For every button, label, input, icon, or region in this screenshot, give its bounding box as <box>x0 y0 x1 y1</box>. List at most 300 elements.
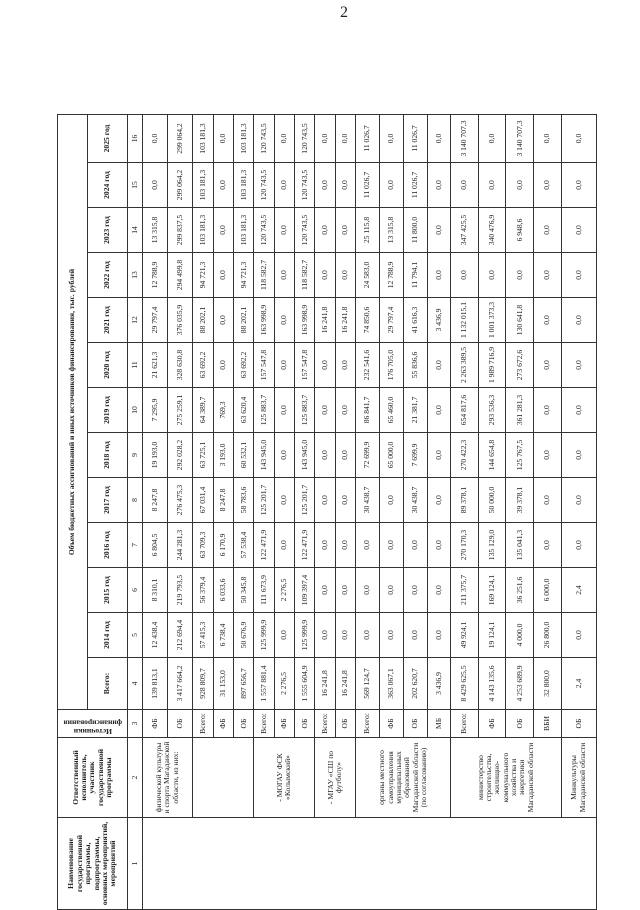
value-cell: 0,0 <box>533 163 561 208</box>
value-cell: 11 026,7 <box>356 115 380 163</box>
value-cell: 60 532,1 <box>234 433 254 478</box>
value-cell: 0,0 <box>427 568 451 613</box>
value-cell: 244 281,3 <box>168 523 193 568</box>
responsible-cell: органы местного самоуправления муниципальных образований Магаданской области (по согласованию) <box>356 738 451 818</box>
value-cell: 0,0 <box>533 343 561 388</box>
value-cell: 157 547,8 <box>295 343 315 388</box>
value-cell: 0,0 <box>379 115 403 163</box>
value-cell: 139 813,1 <box>143 658 168 710</box>
header-group: Объем бюджетных ассигнований и иных источников финансирования, тыс. рублей <box>58 115 88 710</box>
value-cell: 340 476,9 <box>478 208 506 253</box>
value-cell: 0,0 <box>561 523 596 568</box>
value-cell: 64 389,7 <box>193 388 213 433</box>
value-cell: 0,0 <box>561 478 596 523</box>
value-cell: 63 692,2 <box>193 343 213 388</box>
source-cell: МБ <box>427 710 451 738</box>
value-cell: 3 193,0 <box>213 433 233 478</box>
value-cell: 2,4 <box>561 658 596 710</box>
value-cell: 0,0 <box>335 388 355 433</box>
value-cell: 125 883,7 <box>295 388 315 433</box>
source-cell: ФБ <box>143 710 168 738</box>
value-cell: 19 124,1 <box>478 613 506 658</box>
column-number: 13 <box>128 253 143 298</box>
value-cell: 3 436,9 <box>427 298 451 343</box>
value-cell: 41 616,3 <box>403 298 427 343</box>
page-number: 2 <box>340 4 348 21</box>
value-cell: 72 699,9 <box>356 433 380 478</box>
value-cell: 0,0 <box>143 163 168 208</box>
responsible-cell: физической культуры и спорта Магаданской области, из них: <box>143 738 193 818</box>
value-cell: 2 263 389,5 <box>451 343 479 388</box>
value-cell: 143 945,0 <box>295 433 315 478</box>
value-cell: 0,0 <box>315 568 335 613</box>
value-cell: 0,0 <box>315 523 335 568</box>
value-cell: 219 793,5 <box>168 568 193 613</box>
value-cell: 19 193,0 <box>143 433 168 478</box>
value-cell: 7 295,9 <box>143 388 168 433</box>
value-cell: 0,0 <box>561 343 596 388</box>
value-cell: 74 850,6 <box>356 298 380 343</box>
column-number: 12 <box>128 298 143 343</box>
value-cell: 39 378,1 <box>506 478 534 523</box>
header-year: 2023 год <box>88 208 128 253</box>
value-cell: 0,0 <box>379 163 403 208</box>
value-cell: 0,0 <box>561 253 596 298</box>
value-cell: 89 378,1 <box>451 478 479 523</box>
value-cell: 3 436,9 <box>427 658 451 710</box>
value-cell: 6 948,6 <box>506 208 534 253</box>
header-year: 2015 год <box>88 568 128 613</box>
value-cell: 103 181,3 <box>193 163 213 208</box>
value-cell: 0,0 <box>213 298 233 343</box>
header-name: Наименование государственной программы, подпрограммы, основных мероприятий, мероприятий <box>58 818 128 910</box>
value-cell: 232 541,6 <box>356 343 380 388</box>
value-cell: 0,0 <box>335 115 355 163</box>
value-cell: 144 654,8 <box>478 433 506 478</box>
value-cell: 0,0 <box>533 115 561 163</box>
value-cell: 103 181,3 <box>234 208 254 253</box>
header-year: 2017 год <box>88 478 128 523</box>
value-cell: 0,0 <box>451 163 479 208</box>
header-year: 2025 год <box>88 115 128 163</box>
header-year: 2016 год <box>88 523 128 568</box>
value-cell: 103 181,3 <box>193 115 213 163</box>
value-cell: 30 438,7 <box>356 478 380 523</box>
value-cell: 0,0 <box>561 388 596 433</box>
column-number: 14 <box>128 208 143 253</box>
value-cell: 7 699,9 <box>403 433 427 478</box>
value-cell: 0,0 <box>335 523 355 568</box>
source-cell: Всего: <box>356 710 380 738</box>
value-cell: 6 033,6 <box>213 568 233 613</box>
value-cell: 135 041,3 <box>506 523 534 568</box>
value-cell: 275 259,1 <box>168 388 193 433</box>
value-cell: 169 124,1 <box>478 568 506 613</box>
header-year: 2021 год <box>88 298 128 343</box>
responsible-cell: Минкультуры Магаданской области <box>561 738 596 818</box>
value-cell: 0,0 <box>403 613 427 658</box>
value-cell: 120 743,5 <box>295 115 315 163</box>
value-cell: 103 181,3 <box>234 163 254 208</box>
header-responsible: Ответственный исполнитель, участник государственной программы <box>58 738 128 818</box>
value-cell: 0,0 <box>533 388 561 433</box>
column-number: 8 <box>128 478 143 523</box>
value-cell: 88 202,1 <box>234 298 254 343</box>
value-cell: 1 557 881,4 <box>254 658 274 710</box>
name-cell <box>143 818 597 910</box>
value-cell: 25 115,8 <box>356 208 380 253</box>
value-cell: 0,0 <box>533 253 561 298</box>
value-cell: 11 026,7 <box>403 115 427 163</box>
responsible-cell: министерство строительства, жилищно-коммунального хозяйства и энергетики Магаданской области <box>451 738 561 818</box>
value-cell: 0,0 <box>561 613 596 658</box>
financing-table <box>57 114 597 910</box>
value-cell: 0,0 <box>427 253 451 298</box>
value-cell: 0,0 <box>213 208 233 253</box>
value-cell: 0,0 <box>335 208 355 253</box>
value-cell: 0,0 <box>561 115 596 163</box>
value-cell: 118 582,7 <box>254 253 274 298</box>
value-cell: 569 124,7 <box>356 658 380 710</box>
value-cell: 86 841,7 <box>356 388 380 433</box>
value-cell: 0,0 <box>315 613 335 658</box>
value-cell: 3 140 707,3 <box>506 115 534 163</box>
value-cell: 0,0 <box>427 388 451 433</box>
table-row <box>193 115 213 910</box>
value-cell: 0,0 <box>478 115 506 163</box>
value-cell: 363 067,1 <box>379 658 403 710</box>
value-cell: 29 797,4 <box>379 298 403 343</box>
value-cell: 30 438,7 <box>403 478 427 523</box>
column-number: 9 <box>128 433 143 478</box>
value-cell: 13 315,8 <box>143 208 168 253</box>
source-cell: ОБ <box>506 710 534 738</box>
value-cell: 0,0 <box>335 568 355 613</box>
value-cell: 16 241,8 <box>335 298 355 343</box>
value-cell: 0,0 <box>356 613 380 658</box>
value-cell: 212 694,4 <box>168 613 193 658</box>
header-year: 2018 год <box>88 433 128 478</box>
value-cell: 21 381,7 <box>403 388 427 433</box>
value-cell: 654 817,6 <box>451 388 479 433</box>
value-cell: 0,0 <box>427 115 451 163</box>
column-number: 6 <box>128 568 143 613</box>
value-cell: 135 129,0 <box>478 523 506 568</box>
value-cell: 13 315,8 <box>379 208 403 253</box>
value-cell: 143 945,0 <box>254 433 274 478</box>
header-year: 2014 год <box>88 613 128 658</box>
value-cell: 273 672,6 <box>506 343 534 388</box>
value-cell: 0,0 <box>143 115 168 163</box>
source-cell: ОБ <box>295 710 315 738</box>
value-cell: 63 725,1 <box>193 433 213 478</box>
value-cell: 21 621,3 <box>143 343 168 388</box>
value-cell: 0,0 <box>274 478 294 523</box>
value-cell: 0,0 <box>274 613 294 658</box>
value-cell: 49 924,1 <box>451 613 479 658</box>
value-cell: 270 422,3 <box>451 433 479 478</box>
value-cell: 4 143 135,6 <box>478 658 506 710</box>
value-cell: 3 140 707,3 <box>451 115 479 163</box>
value-cell: 120 743,5 <box>295 208 315 253</box>
value-cell: 111 673,9 <box>254 568 274 613</box>
source-cell: ОБ <box>234 710 254 738</box>
value-cell: 125 767,5 <box>506 433 534 478</box>
value-cell: 0,0 <box>427 343 451 388</box>
value-cell: 94 721,3 <box>234 253 254 298</box>
source-cell: ФБ <box>379 710 403 738</box>
value-cell: 16 241,8 <box>315 298 335 343</box>
value-cell: 125 201,7 <box>254 478 274 523</box>
value-cell: 157 547,8 <box>254 343 274 388</box>
value-cell: 0,0 <box>335 433 355 478</box>
value-cell: 0,0 <box>379 568 403 613</box>
value-cell: 6 000,0 <box>533 568 561 613</box>
value-cell: 0,0 <box>427 478 451 523</box>
value-cell: 16 241,8 <box>335 658 355 710</box>
value-cell: 0,0 <box>315 208 335 253</box>
source-cell: Всего: <box>254 710 274 738</box>
source-cell: Всего: <box>315 710 335 738</box>
value-cell: 125 201,7 <box>295 478 315 523</box>
value-cell: 0,0 <box>379 613 403 658</box>
value-cell: 0,0 <box>315 163 335 208</box>
rotated-table-wrapper <box>57 115 597 910</box>
value-cell: 0,0 <box>274 298 294 343</box>
value-cell: 361 281,3 <box>506 388 534 433</box>
column-number: 5 <box>128 613 143 658</box>
value-cell: 163 998,9 <box>254 298 274 343</box>
value-cell: 50 676,9 <box>234 613 254 658</box>
value-cell: 56 379,4 <box>193 568 213 613</box>
value-cell: 0,0 <box>356 568 380 613</box>
value-cell: 0,0 <box>274 115 294 163</box>
value-cell: 63 620,4 <box>234 388 254 433</box>
value-cell: 11 026,7 <box>356 163 380 208</box>
value-cell: 0,0 <box>335 613 355 658</box>
table-row <box>451 115 479 910</box>
value-cell: 122 471,9 <box>254 523 274 568</box>
value-cell: 4 253 689,9 <box>506 658 534 710</box>
responsible-cell: - МОГАУ ФСК «Колымский» <box>254 738 315 818</box>
value-cell: 63 709,3 <box>193 523 213 568</box>
value-cell: 294 499,8 <box>168 253 193 298</box>
responsible-cell: - МГАУ «СШ по футболу» <box>315 738 356 818</box>
value-cell: 118 582,7 <box>295 253 315 298</box>
value-cell: 376 035,9 <box>168 298 193 343</box>
column-number: 7 <box>128 523 143 568</box>
column-number-row <box>128 115 143 910</box>
column-number: 11 <box>128 343 143 388</box>
value-cell: 276 475,3 <box>168 478 193 523</box>
value-cell: 16 241,8 <box>315 658 335 710</box>
value-cell: 347 425,5 <box>451 208 479 253</box>
value-cell: 12 438,4 <box>143 613 168 658</box>
header-year: 2019 год <box>88 388 128 433</box>
table-row <box>315 115 335 910</box>
value-cell: 0,0 <box>274 208 294 253</box>
source-cell: ОБ <box>403 710 427 738</box>
value-cell: 120 743,5 <box>254 208 274 253</box>
value-cell: 0,0 <box>274 343 294 388</box>
value-cell: 0,0 <box>335 343 355 388</box>
value-cell: 103 181,3 <box>193 208 213 253</box>
value-cell: 0,0 <box>213 253 233 298</box>
value-cell: 0,0 <box>451 253 479 298</box>
value-cell: 11 026,7 <box>403 163 427 208</box>
value-cell: 6 804,5 <box>143 523 168 568</box>
value-cell: 65 460,0 <box>379 388 403 433</box>
column-number: 2 <box>128 738 143 818</box>
value-cell: 299 064,2 <box>168 163 193 208</box>
value-cell: 0,0 <box>335 253 355 298</box>
value-cell: 120 743,5 <box>295 163 315 208</box>
value-cell: 176 705,0 <box>379 343 403 388</box>
value-cell: 57 415,3 <box>193 613 213 658</box>
value-cell: 2 276,5 <box>274 568 294 613</box>
value-cell: 0,0 <box>533 478 561 523</box>
value-cell: 0,0 <box>315 433 335 478</box>
value-cell: 0,0 <box>213 343 233 388</box>
value-cell: 3 417 664,2 <box>168 658 193 710</box>
value-cell: 1 132 015,1 <box>451 298 479 343</box>
responsible-cell <box>193 738 254 818</box>
value-cell: 8 247,8 <box>213 478 233 523</box>
table-row <box>254 115 274 910</box>
value-cell: 8 247,8 <box>143 478 168 523</box>
value-cell: 1 989 716,9 <box>478 343 506 388</box>
source-cell: ОБ <box>168 710 193 738</box>
value-cell: 50 345,8 <box>234 568 254 613</box>
value-cell: 4 000,0 <box>506 613 534 658</box>
value-cell: 0,0 <box>335 478 355 523</box>
value-cell: 0,0 <box>561 208 596 253</box>
value-cell: 11 794,1 <box>403 253 427 298</box>
value-cell: 36 251,6 <box>506 568 534 613</box>
table-row <box>356 115 380 910</box>
value-cell: 0,0 <box>506 163 534 208</box>
value-cell: 120 743,5 <box>254 163 274 208</box>
value-cell: 11 800,0 <box>403 208 427 253</box>
value-cell: 0,0 <box>533 433 561 478</box>
value-cell: 0,0 <box>561 433 596 478</box>
value-cell: 0,0 <box>427 613 451 658</box>
value-cell: 130 641,8 <box>506 298 534 343</box>
column-number: 1 <box>128 818 143 910</box>
value-cell: 24 583,0 <box>356 253 380 298</box>
value-cell: 0,0 <box>427 433 451 478</box>
value-cell: 0,0 <box>533 298 561 343</box>
value-cell: 94 721,3 <box>193 253 213 298</box>
value-cell: 202 620,7 <box>403 658 427 710</box>
value-cell: 270 170,3 <box>451 523 479 568</box>
header-total: Всего: <box>88 658 128 710</box>
value-cell: 211 375,7 <box>451 568 479 613</box>
value-cell: 0,0 <box>561 298 596 343</box>
source-cell: Всего: <box>193 710 213 738</box>
value-cell: 125 999,9 <box>295 613 315 658</box>
value-cell: 65 000,0 <box>379 433 403 478</box>
source-cell: Всего: <box>451 710 479 738</box>
header-source: Источники финансирования <box>63 718 122 736</box>
value-cell: 0,0 <box>561 163 596 208</box>
value-cell: 299 064,2 <box>168 115 193 163</box>
value-cell: 8 310,1 <box>143 568 168 613</box>
source-cell: ОБ <box>335 710 355 738</box>
table-row <box>561 115 596 910</box>
value-cell: 58 783,6 <box>234 478 254 523</box>
value-cell: 50 000,0 <box>478 478 506 523</box>
value-cell: 125 999,9 <box>254 613 274 658</box>
source-cell: ОБ <box>561 710 596 738</box>
value-cell: 0,0 <box>478 163 506 208</box>
value-cell: 12 788,9 <box>143 253 168 298</box>
value-cell: 0,0 <box>213 163 233 208</box>
value-cell: 928 809,7 <box>193 658 213 710</box>
value-cell: 122 471,9 <box>295 523 315 568</box>
value-cell: 2,4 <box>561 568 596 613</box>
value-cell: 88 202,1 <box>193 298 213 343</box>
header-year: 2024 год <box>88 163 128 208</box>
column-number: 15 <box>128 163 143 208</box>
value-cell: 12 788,9 <box>379 253 403 298</box>
value-cell: 6 738,4 <box>213 613 233 658</box>
value-cell: 0,0 <box>478 253 506 298</box>
header-year: 2022 год <box>88 253 128 298</box>
value-cell: 0,0 <box>379 523 403 568</box>
value-cell: 0,0 <box>315 478 335 523</box>
value-cell: 0,0 <box>274 163 294 208</box>
value-cell: 2 276,5 <box>274 658 294 710</box>
value-cell: 0,0 <box>274 388 294 433</box>
value-cell: 0,0 <box>533 208 561 253</box>
value-cell: 0,0 <box>427 208 451 253</box>
value-cell: 293 536,3 <box>478 388 506 433</box>
value-cell: 0,0 <box>315 343 335 388</box>
value-cell: 6 170,9 <box>213 523 233 568</box>
source-cell: ФБ <box>478 710 506 738</box>
value-cell: 0,0 <box>315 253 335 298</box>
header-year: 2020 год <box>88 343 128 388</box>
value-cell: 897 656,7 <box>234 658 254 710</box>
value-cell: 0,0 <box>315 388 335 433</box>
value-cell: 125 883,7 <box>254 388 274 433</box>
value-cell: 120 743,5 <box>254 115 274 163</box>
value-cell: 1 555 604,9 <box>295 658 315 710</box>
value-cell: 0,0 <box>427 163 451 208</box>
value-cell: 57 538,4 <box>234 523 254 568</box>
value-cell: 109 397,4 <box>295 568 315 613</box>
value-cell: 29 797,4 <box>143 298 168 343</box>
value-cell: 299 837,5 <box>168 208 193 253</box>
value-cell: 63 692,2 <box>234 343 254 388</box>
value-cell: 0,0 <box>403 568 427 613</box>
value-cell: 0,0 <box>335 163 355 208</box>
value-cell: 0,0 <box>427 523 451 568</box>
value-cell: 103 181,3 <box>234 115 254 163</box>
value-cell: 0,0 <box>506 253 534 298</box>
value-cell: 0,0 <box>274 523 294 568</box>
value-cell: 32 800,0 <box>533 658 561 710</box>
source-cell: ФБ <box>274 710 294 738</box>
value-cell: 0,0 <box>379 478 403 523</box>
value-cell: 8 429 625,5 <box>451 658 479 710</box>
table-row <box>143 115 168 910</box>
column-number: 16 <box>128 115 143 163</box>
column-number: 10 <box>128 388 143 433</box>
value-cell: 292 028,2 <box>168 433 193 478</box>
value-cell: 328 630,8 <box>168 343 193 388</box>
